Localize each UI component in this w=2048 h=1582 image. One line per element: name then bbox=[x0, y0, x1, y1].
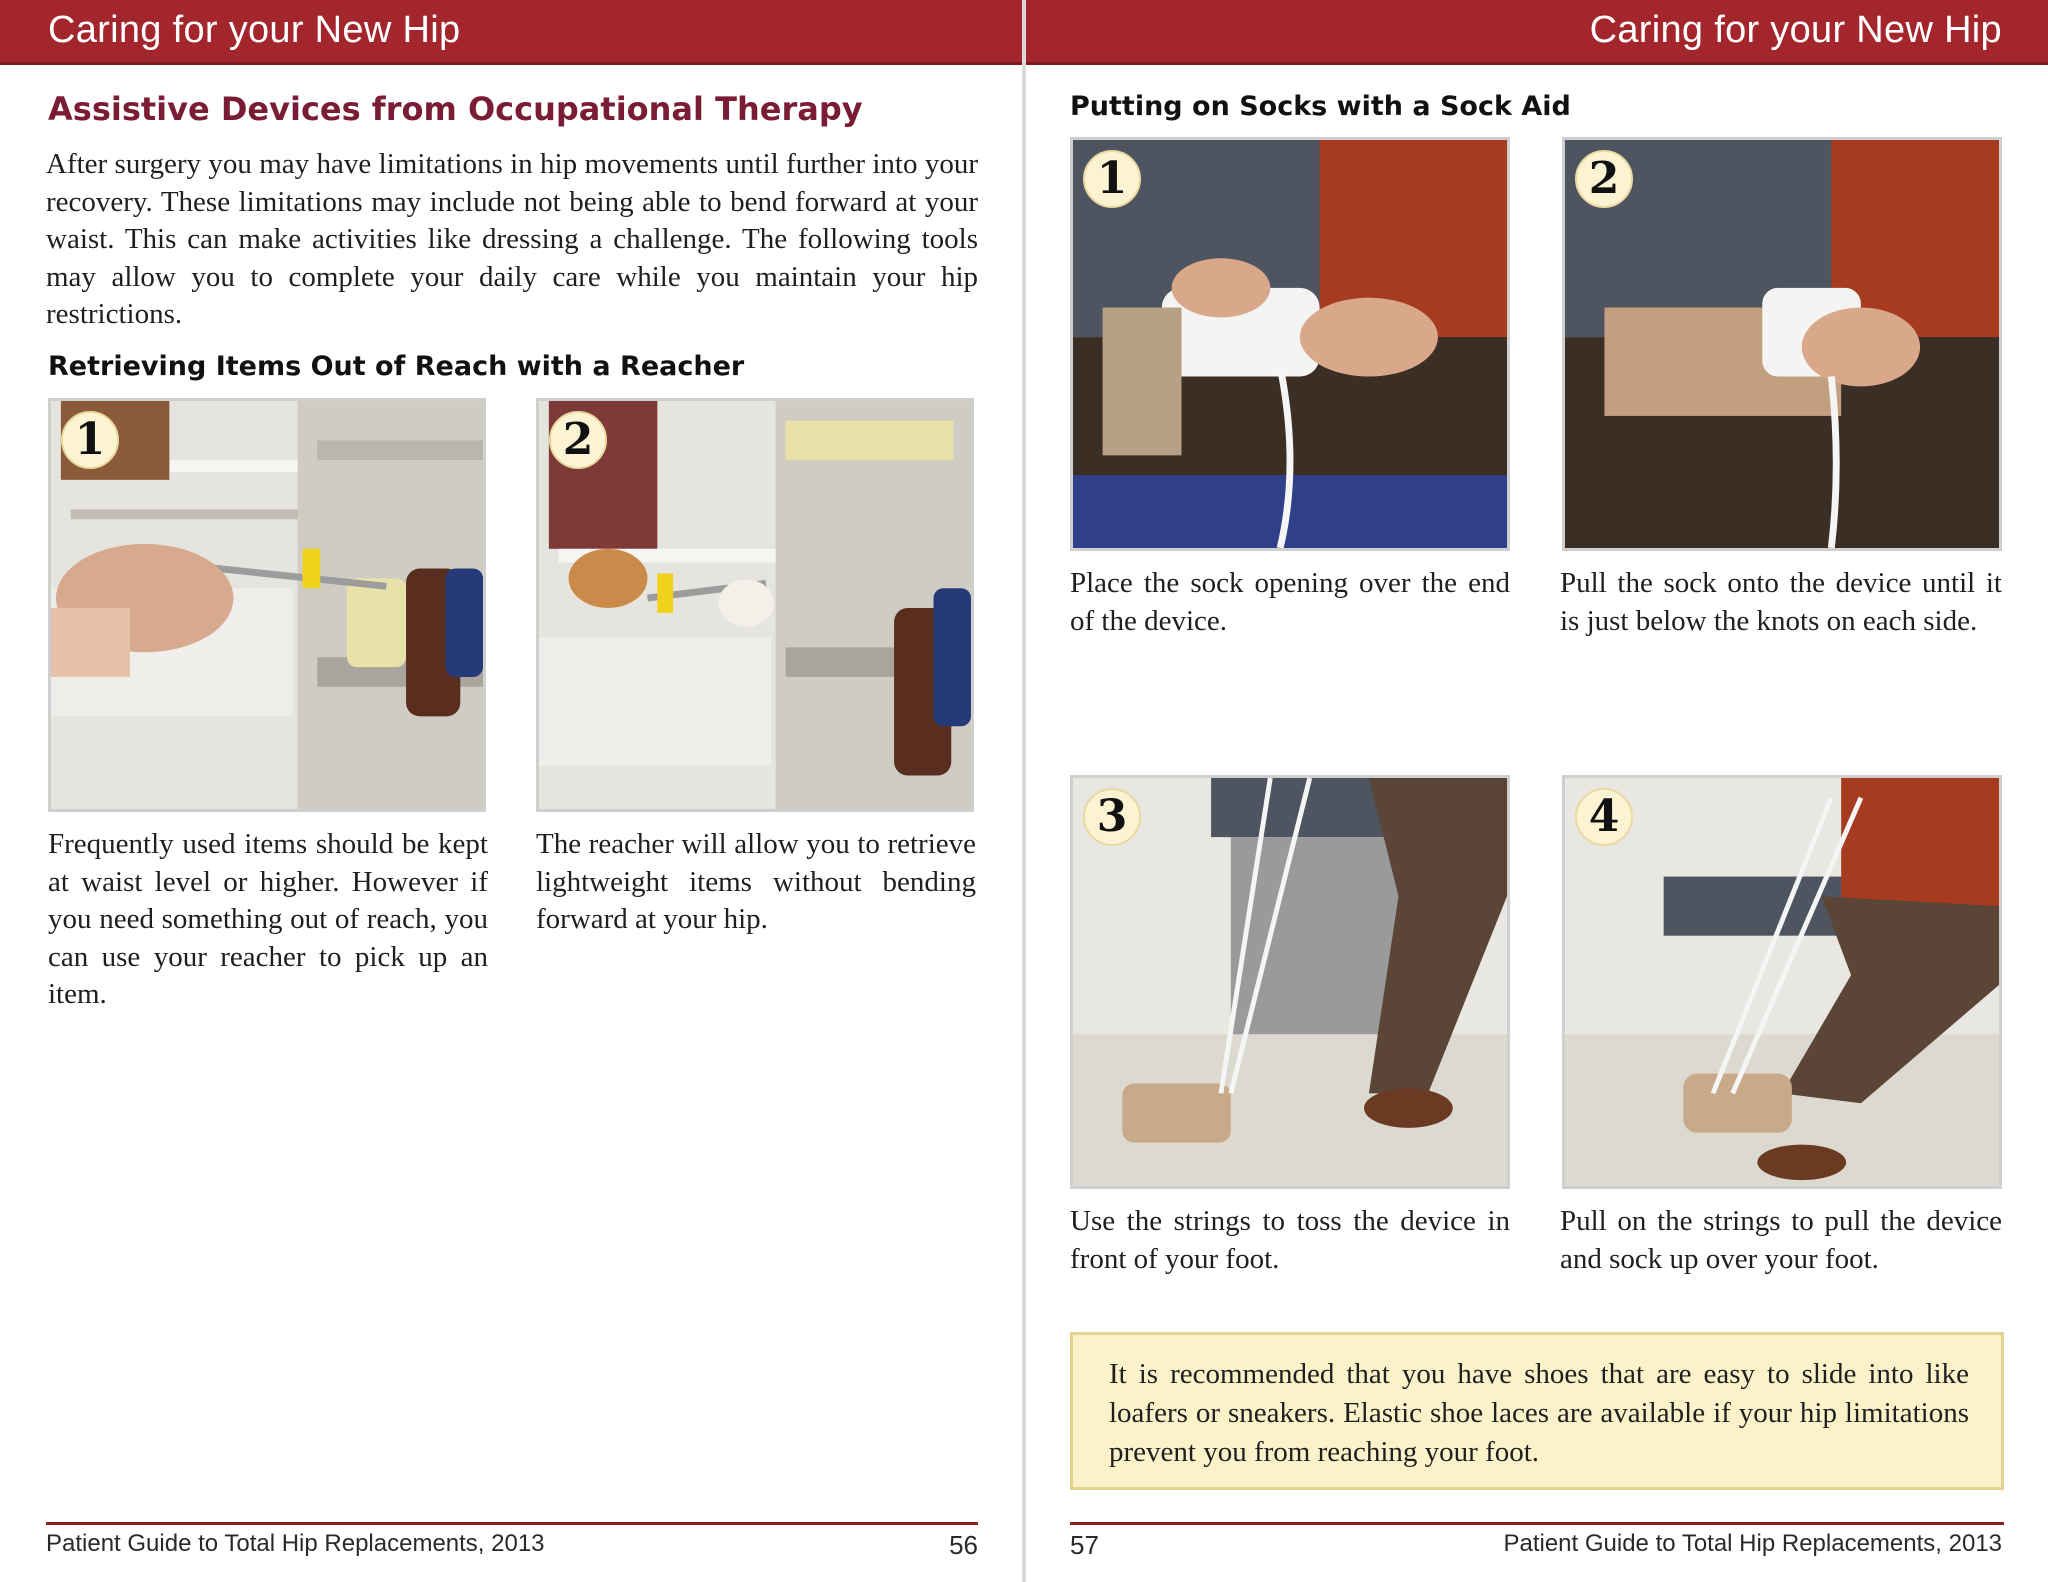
sock-aid-photo-3 bbox=[1070, 775, 1510, 1189]
right-page-number: 57 bbox=[1070, 1530, 1099, 1560]
right-footer-text: Patient Guide to Total Hip Replacements, 2013 bbox=[1503, 1530, 2002, 1557]
sock-aid-scene-image bbox=[1565, 778, 1999, 1186]
left-footer-text: Patient Guide to Total Hip Replacements, 2013 bbox=[46, 1530, 545, 1557]
fridge-scene-image bbox=[51, 401, 483, 809]
sock-step-2-caption: Pull the sock onto the device until it is just below the knots on each side. bbox=[1560, 567, 2002, 637]
sock-step-4-caption: Pull on the strings to pull the device and sock up over your foot. bbox=[1560, 1205, 2002, 1275]
sock-step-2-badge: 2 bbox=[1575, 150, 1633, 208]
sock-aid-scene-image bbox=[1073, 140, 1507, 548]
shoe-tip-text: It is recommended that you have shoes that are easy to slide into like loafers or sneakers. Elastic shoe laces are available if your hip limitations prevent you from reaching your foot. bbox=[1109, 1358, 1969, 1468]
sock-aid-photo-4 bbox=[1562, 775, 2002, 1189]
sock-step-1-badge: 1 bbox=[1083, 150, 1141, 208]
left-page bbox=[0, 0, 1022, 1582]
fridge-scene-image bbox=[539, 401, 971, 809]
left-banner bbox=[0, 0, 1022, 65]
sock-aid-scene-image bbox=[1073, 778, 1507, 1186]
sock-step-3-badge: 3 bbox=[1083, 788, 1141, 846]
reacher-step-1-badge: 1 bbox=[61, 411, 119, 469]
right-banner bbox=[1026, 0, 2048, 65]
left-page-number: 56 bbox=[949, 1530, 978, 1560]
reacher-photo-2 bbox=[536, 398, 974, 812]
reacher-photo-1 bbox=[48, 398, 486, 812]
section-title: Assistive Devices from Occupational Therapy bbox=[48, 90, 863, 128]
left-banner-title: Caring for your New Hip bbox=[48, 9, 461, 51]
intro-paragraph: After surgery you may have limitations in hip movements until further into your recovery. These limitations may include not being able to bend forward at your waist. This can make activities like dressing a challenge. The following tools may allow you to complete your daily care while you maintain your hip restrictions. bbox=[46, 148, 978, 330]
sock-aid-photo-1 bbox=[1070, 137, 1510, 551]
reacher-subheading: Retrieving Items Out of Reach with a Reacher bbox=[48, 351, 745, 382]
shoe-tip-note bbox=[1070, 1332, 2004, 1490]
reacher-step-2-badge: 2 bbox=[549, 411, 607, 469]
reacher-step-1-caption: Frequently used items should be kept at waist level or higher. However if you need something out of reach, you can use your reacher to pick up an item. bbox=[48, 828, 488, 1010]
sock-aid-scene-image bbox=[1565, 140, 1999, 548]
sock-step-3-caption: Use the strings to toss the device in front of your foot. bbox=[1070, 1205, 1510, 1275]
reacher-step-2-caption: The reacher will allow you to retrieve lightweight items without bending forward at your hip. bbox=[536, 828, 976, 935]
right-footer-rule bbox=[1070, 1522, 2004, 1525]
right-page bbox=[1026, 0, 2048, 1582]
right-banner-title: Caring for your New Hip bbox=[1589, 9, 2002, 51]
left-footer-rule bbox=[46, 1522, 978, 1525]
sock-step-1-caption: Place the sock opening over the end of the device. bbox=[1070, 567, 1510, 637]
sock-aid-photo-2 bbox=[1562, 137, 2002, 551]
sock-aid-subheading: Putting on Socks with a Sock Aid bbox=[1070, 91, 1571, 122]
sock-step-4-badge: 4 bbox=[1575, 788, 1633, 846]
